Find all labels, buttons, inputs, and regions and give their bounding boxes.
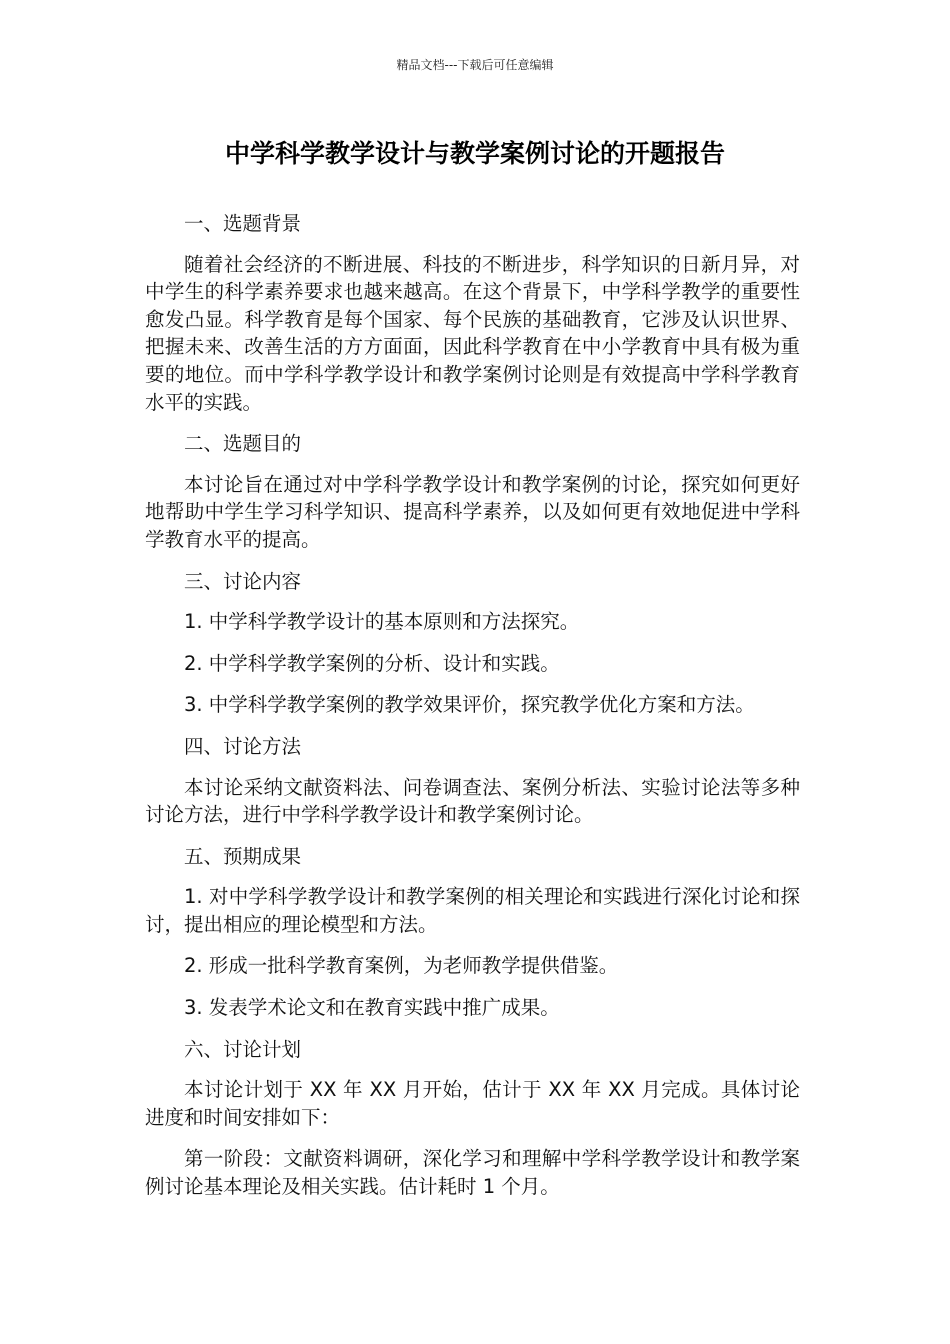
list-item-results-2: 2. 形成一批科学教育案例，为老师教学提供借鉴。 xyxy=(184,954,619,978)
paragraph-plan-stage-1: 第一阶段：文献资料调研，深化学习和理解中学科学教学设计和教学案例讨论基本理论及相关实践。估计耗时 1 个月。 xyxy=(145,1147,800,1199)
document-title: 中学科学教学设计与教学案例讨论的开题报告 xyxy=(224,139,725,168)
list-item-content-3: 3. 中学科学教学案例的教学效果评价，探究教学优化方案和方法。 xyxy=(184,693,755,717)
list-item-content-1: 1. 中学科学教学设计的基本原则和方法探究。 xyxy=(184,610,580,634)
document-body xyxy=(145,210,800,1215)
paragraph-plan: 本讨论计划于 XX 年 XX 月开始，估计于 XX 年 XX 月完成。具体讨论进度和时间安排如下： xyxy=(145,1078,800,1129)
section-heading-method: 四、讨论方法 xyxy=(184,734,302,758)
paragraph-method: 本讨论采纳文献资料法、问卷调查法、案例分析法、实验讨论法等多种讨论方法，进行中学科学教学设计和教学案例讨论。 xyxy=(145,775,800,827)
list-item-results-1: 1. 对中学科学教学设计和教学案例的相关理论和实践进行深化讨论和探讨，提出相应的理论模型和方法。 xyxy=(145,885,800,936)
section-heading-content: 三、讨论内容 xyxy=(184,569,302,593)
page-header: 精品文档---下载后可任意编辑 xyxy=(396,58,554,72)
paragraph-purpose: 本讨论旨在通过对中学科学教学设计和教学案例的讨论，探究如何更好地帮助中学生学习科学知识、提高科学素养，以及如何更有效地促进中学科学教育水平的提高。 xyxy=(145,472,800,551)
section-heading-plan: 六、讨论计划 xyxy=(184,1037,302,1061)
section-heading-background: 一、选题背景 xyxy=(184,212,302,235)
list-item-content-2: 2. 中学科学教学案例的分析、设计和实践。 xyxy=(184,651,560,675)
list-item-results-3: 3. 发表学术论文和在教育实践中推广成果。 xyxy=(184,996,560,1020)
paragraph-background: 随着社会经济的不断进展、科技的不断进步，科学知识的日新月异，对中学生的科学素养要求也越来越高。在这个背景下，中学科学教学的重要性愈发凸显。科学教育是每个国家、每个民族的基础教育，它涉及认识世界、把握未来、改善生活的方方面面，因此科学教育在中小学教育中具有极为重要的地位。而中学科学教学设计和教学案例讨论则是有效提高中学科学教育水平的实践。 xyxy=(145,252,800,414)
section-heading-purpose: 二、选题目的 xyxy=(184,432,302,456)
section-heading-results: 五、预期成果 xyxy=(184,844,302,868)
